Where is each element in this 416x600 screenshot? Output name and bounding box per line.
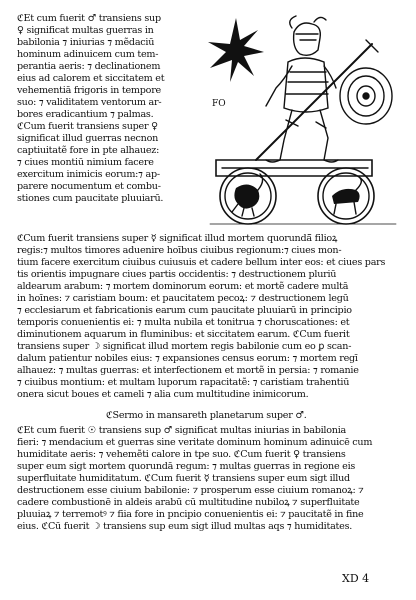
text-line: in hoīnes: ⁊ caristiam boum: et paucitatem pecoꝝ: ⁊ destructionem legū: [17, 293, 349, 304]
text-line: regis:⁊ multos timores aduenire hoībus ciuibus regionum:⁊ ciues mon-: [17, 245, 342, 256]
text-line: suo: ⁊ validitatem ventorum ar-: [17, 97, 162, 108]
text-line: bores eradicantium ⁊ palmas.: [17, 109, 154, 120]
text-line: parere nocumentum et combu-: [17, 181, 161, 192]
text-line: destructionem esse ciuium babilonie: ⁊ prosperum esse ciuium romanoꝝ: ⁊: [17, 485, 364, 496]
folio-number: XD 4: [342, 572, 370, 585]
text-line: babilonia ⁊ iniurias ⁊ mẽdaciū: [17, 37, 155, 48]
text-line: tium facere exercitum ciuibus cuiusuis et cadere bellum inter eos: et ciues pars: [17, 257, 386, 268]
text-line: captiuitatẽ fore in pte alhauez:: [17, 145, 160, 156]
text-line: transiens super ☽ significat illud mortem regis babilonie cum eo ꝑ scan-: [17, 341, 352, 352]
section-heading: ℭSermo in mansareth planetarum super ♂.: [106, 410, 307, 421]
text-line: ℭCum fuerit transiens super ♀: [17, 121, 158, 132]
warrior-figure: [294, 23, 321, 55]
text-line: ⁊ ecclesiarum et fabricationis earum cum paucitate pluuiarū in principio: [17, 305, 352, 316]
text-line: ♀ significat multas guerras in: [17, 25, 154, 36]
text-line: superfluitate humiditatum. ℭCum fuerit ☿ transiens super eum sigt illud: [17, 473, 350, 484]
text-line: aldearum arabum: ⁊ mortem dominorum eorum: et mortẽ cadere multā: [17, 281, 349, 292]
woodcut-mark: FO: [212, 99, 226, 109]
text-line: pluuiaꝝ ⁊ terremotꝰ ⁊ fiia fore in pncipio conuenientis ei: ⁊ paucitatẽ in fine: [17, 509, 364, 520]
text-line: cadere combustionē in aldeis arabū cū multitudine nubiloꝝ ⁊ superfluitate: [17, 497, 360, 508]
text-line: hominum adinuicem cum tem-: [17, 49, 159, 60]
ram-icon: [332, 189, 360, 204]
text-line: onera sicut boues et cameli ⁊ alia cum multitudine inimicorum.: [17, 389, 309, 400]
text-line: ℭCum fuerit transiens super ☿ significat illud mortem quorundā̃ filioꝝ: [17, 233, 338, 244]
text-line: vehementiā frigoris in tempore: [17, 85, 161, 96]
text-line: perantia aeris: ⁊ declinationem: [17, 61, 161, 72]
text-line: ℭEt cum fuerit ♂ transiens sup: [17, 13, 161, 24]
text-line: super eum sigt mortem quorundā regum: ⁊ multas guerras in regione eis: [17, 461, 356, 472]
text-line: dalum patientur nobiles eius: ⁊ expansiones census eorum: ⁊ mortem regī: [17, 353, 358, 364]
star-icon: [208, 18, 264, 82]
text-line: exercitum inimicis eorum:⁊ ap-: [17, 169, 160, 180]
text-line: eius. ℭCū fuerit ☽ transiens sup eum sigt illud multas aqs ⁊ humiditates.: [17, 521, 353, 532]
text-line: stiones cum paucitate pluuiarū.: [17, 193, 164, 204]
text-line: tis orientis impugnare ciues partis occidentis: ⁊ destructionem pluriū: [17, 269, 337, 280]
text-line: temporis conuenientis ei: ⁊ multa nubila et tonitrua ⁊ choruscationes: et: [17, 317, 350, 328]
text-line: eius ad calorem et siccitatem et: [17, 73, 165, 84]
text-line: diminutionem aquarum in fluminibus: et siccitatem earum. ℭCum fuerit: [17, 329, 350, 340]
woodcut-illustration-mars: [196, 10, 410, 228]
text-line: fieri: ⁊ mendacium et guerras sine veritate dominum hominum adinuicē cum: [17, 437, 373, 448]
text-line: humiditate aeris: ⁊ vehemẽti calore in tpe suo. ℭCum fuerit ♀ transiens: [17, 449, 346, 460]
text-line: ⁊ ciuibus montium: et multam luporum rapacitatẽ: ⁊ caristiam trahentiū: [17, 377, 350, 388]
text-line: significat illud guerras necnon: [17, 133, 159, 144]
text-line: ℭEt cum fuerit ☉ transiens sup ♂ significat multas iniurias in babilonia: [17, 425, 346, 436]
text-line: alhauez: ⁊ multas guerras: et interfectionem et mortẽ in persia: ⁊ romanie: [17, 365, 359, 376]
text-line: ⁊ ciues montiū nimium facere: [17, 157, 154, 168]
